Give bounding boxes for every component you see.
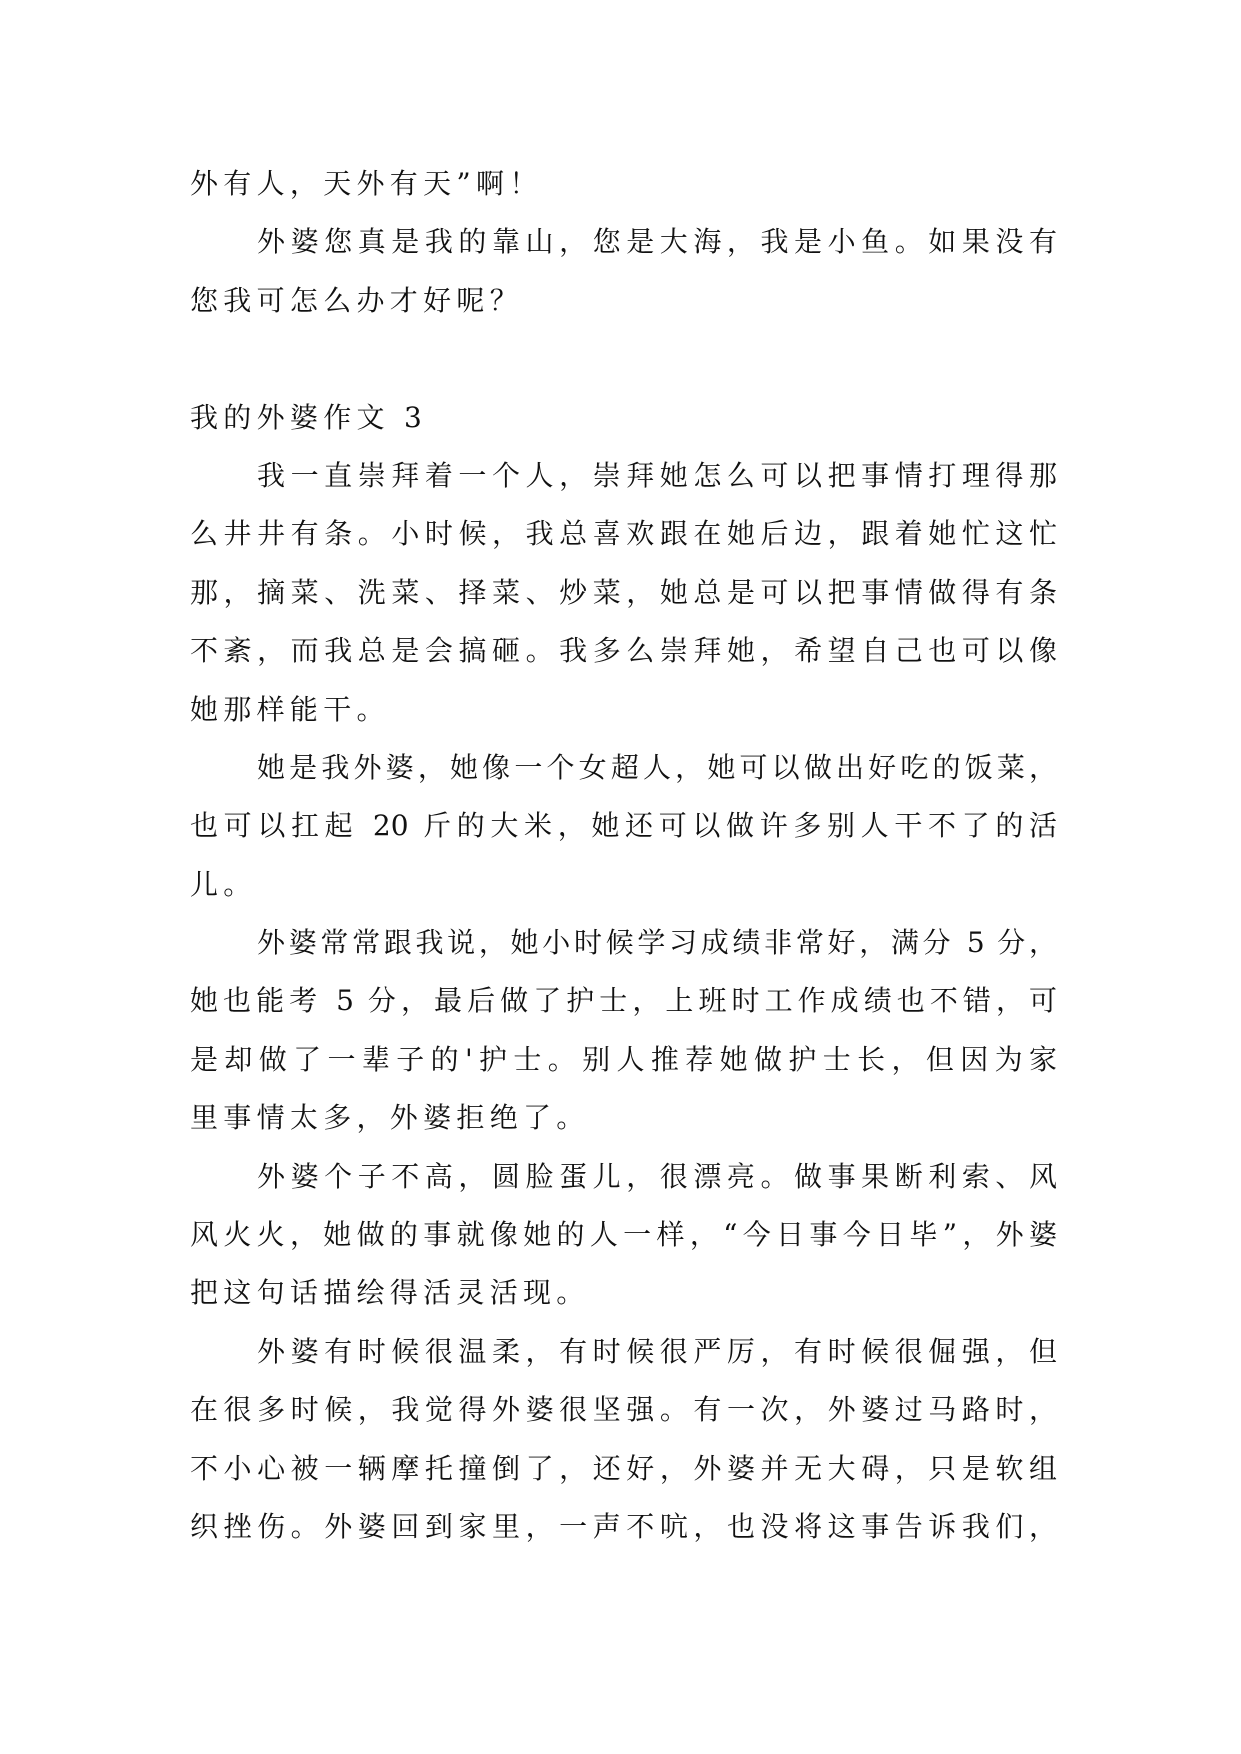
essay-title: 我的外婆作文 3 — [190, 400, 428, 434]
paragraph — [190, 1148, 1057, 1323]
text-line: 织挫伤。外婆回到家里，一声不吭，也没将这事告诉我们， — [190, 1509, 1057, 1543]
paragraph — [190, 1323, 1057, 1557]
text-line: 风火火，她做的事就像她的人一样，“今日事今日毕”，外婆 — [190, 1218, 1057, 1252]
text-line: 在很多时候，我觉得外婆很坚强。有一次，外婆过马路时， — [190, 1393, 1057, 1427]
text-line: 把这句话描绘得活灵活现。 — [190, 1276, 590, 1310]
text-line: 外有人，天外有天”啊！ — [190, 167, 543, 200]
text-line: 您我可怎么办才好呢？ — [190, 283, 524, 317]
paragraph — [190, 213, 1057, 330]
paragraph — [190, 155, 1057, 213]
text-line: 她是我外婆，她像一个女超人，她可以做出好吃的饭菜， — [257, 750, 1057, 784]
text-line: 外婆您真是我的靠山，您是大海，我是小鱼。如果没有 — [257, 225, 1057, 259]
text-line: 那，摘菜、洗菜、择菜、炒菜，她总是可以把事情做得有条 — [190, 575, 1057, 609]
text-line: 么井井有条。小时候，我总喜欢跟在她后边，跟着她忙这忙 — [190, 517, 1057, 551]
text-line: 外婆常常跟我说，她小时候学习成绩非常好，满分 5 分， — [257, 926, 1057, 960]
paragraph — [190, 739, 1057, 914]
text-line: 我一直崇拜着一个人，崇拜她怎么可以把事情打理得那 — [257, 458, 1057, 492]
text-line: 里事情太多，外婆拒绝了。 — [190, 1101, 590, 1135]
text-line: 外婆个子不高，圆脸蛋儿，很漂亮。做事果断利索、风 — [257, 1159, 1057, 1193]
text-line: 她那样能干。 — [190, 692, 390, 726]
text-line: 不紊，而我总是会搞砸。我多么崇拜她，希望自己也可以像 — [190, 634, 1057, 668]
text-line: 她也能考 5 分，最后做了护士，上班时工作成绩也不错，可 — [190, 984, 1057, 1018]
text-line: 也可以扛起 20 斤的大米，她还可以做许多别人干不了的活 — [190, 809, 1057, 843]
paragraph — [190, 914, 1057, 1148]
text-line: 是却做了一辈子的'护士。别人推荐她做护士长，但因为家 — [190, 1042, 1057, 1076]
text-line: 外婆有时候很温柔，有时候很严厉，有时候很倔强，但 — [257, 1334, 1057, 1368]
text-line: 儿。 — [190, 867, 257, 901]
paragraph — [190, 447, 1057, 739]
text-line: 不小心被一辆摩托撞倒了，还好，外婆并无大碍，只是软组 — [190, 1451, 1057, 1485]
blank-line — [190, 330, 1057, 388]
document-body — [190, 155, 1057, 1556]
